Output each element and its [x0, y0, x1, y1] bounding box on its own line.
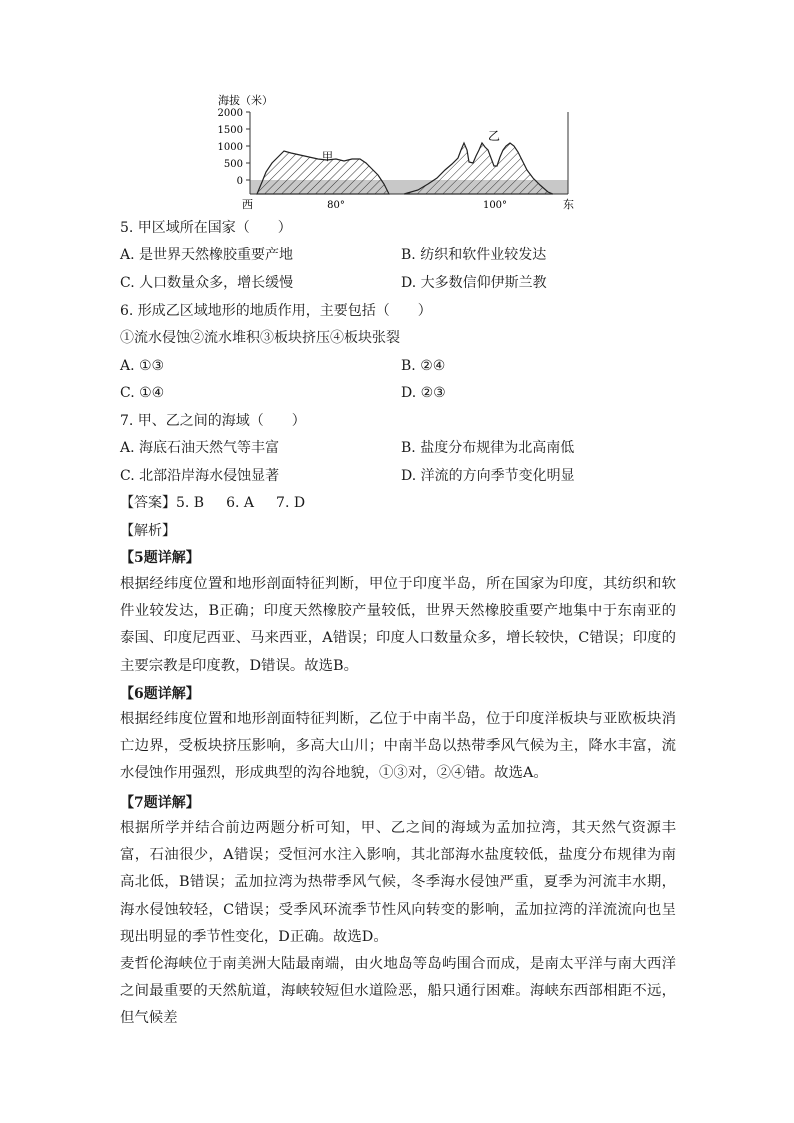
q7-option-c: C. 北部沿岸海水侵蚀显著: [120, 468, 280, 484]
y-tick-0: 0: [236, 176, 243, 187]
q6-option-b: B. ②④: [401, 358, 446, 374]
q6-stem: 6. 形成乙区域地形的地质作用，主要包括（ ）: [120, 303, 432, 319]
x-tick-80: 80°: [327, 200, 345, 211]
y-axis-ticks: [246, 112, 250, 180]
q6-option-a: A. ①③: [120, 358, 165, 374]
x-tick-100: 100°: [482, 200, 508, 211]
y-tick-2000: 2000: [217, 108, 243, 119]
q5-option-a: A. 是世界天然橡胶重要产地: [120, 247, 294, 263]
d5-text: 根据经纬度位置和地形剖面特征判断，甲位于印度半岛，所在国家为印度，其纺织和软件业较发达，B正确；印度天然橡胶产量较低，世界天然橡胶重要产地集中于东南亚的泰国、印度尼西亚、马来西亚，A错误；印度人口数量众多，增长较快，C错误；印度的主要宗教是印度教，D错误。故选B。: [120, 576, 676, 674]
answer-6: 6. A: [226, 495, 255, 511]
analysis-label: 【解析】: [120, 523, 176, 539]
y-tick-1500: 1500: [217, 125, 243, 136]
q7-option-a: A. 海底石油天然气等丰富: [120, 440, 280, 456]
label-west: 西: [242, 198, 253, 211]
extra-paragraph: 麦哲伦海峡位于南美洲大陆最南端，由火地岛等岛屿围合而成，是南太平洋与南大西洋之间最重要的天然航道，海峡较短但水道险恶，船只通行困难。海峡东西部相距不远，但气候差: [120, 956, 676, 1027]
q5-option-c: C. 人口数量众多，增长缓慢: [120, 275, 294, 291]
d6-text: 根据经纬度位置和地形剖面特征判断，乙位于中南半岛，位于印度洋板块与亚欧板块消亡边界，受板块挤压影响，多高大山川；中南半岛以热带季风气候为主，降水丰富，流水侵蚀作用强烈，形成典型的沟谷地貌，①③对，②④错。故选A。: [120, 711, 676, 782]
y-tick-1000: 1000: [217, 142, 243, 153]
q7-option-d: D. 洋流的方向季节变化明显: [401, 468, 575, 484]
terrain-profile-figure: [0, 0, 794, 215]
q7-option-b: B. 盐度分布规律为北高南低: [401, 440, 575, 456]
q7-stem: 7. 甲、乙之间的海域（ ）: [120, 413, 306, 429]
q6-option-c: C. ①④: [120, 385, 165, 401]
answer-line: [120, 493, 327, 513]
q6-items: ①流水侵蚀②流水堆积③板块挤压④板块张裂: [120, 330, 400, 346]
label-jia: 甲: [322, 150, 333, 163]
d6-title: 【6题详解】: [120, 686, 200, 702]
y-axis-label: 海拔（米）: [218, 94, 273, 107]
terrain-yi: [404, 143, 553, 194]
q5-option-b: B. 纺织和软件业较发达: [401, 247, 547, 263]
label-yi: 乙: [488, 129, 501, 143]
q5-stem: 5. 甲区域所在国家（ ）: [120, 220, 292, 236]
label-east: 东: [563, 198, 574, 211]
y-tick-500: 500: [223, 159, 243, 170]
d7-title: 【7题详解】: [120, 795, 200, 811]
d5-title: 【5题详解】: [120, 550, 200, 566]
answer-7: 7. D: [276, 495, 306, 511]
q6-option-d: D. ②③: [401, 385, 446, 401]
answer-5: 5. B: [176, 495, 205, 511]
answer-label: 【答案】: [120, 495, 176, 511]
q5-option-d: D. 大多数信仰伊斯兰教: [401, 275, 547, 291]
d7-text: 根据所学并结合前边两题分析可知，甲、乙之间的海域为孟加拉湾，其天然气资源丰富，石油很少，A错误；受恒河水注入影响，其北部海水盐度较低，盐度分布规律为南高北低，B错误；孟加拉湾为热带季风气候，冬季海水侵蚀严重，夏季为河流丰水期，海水侵蚀较轻，C错误；受季风环流季节性风向转变的影响，孟加拉湾的洋流流向也呈现出明显的季节性变化，D正确。故选D。: [120, 820, 676, 945]
